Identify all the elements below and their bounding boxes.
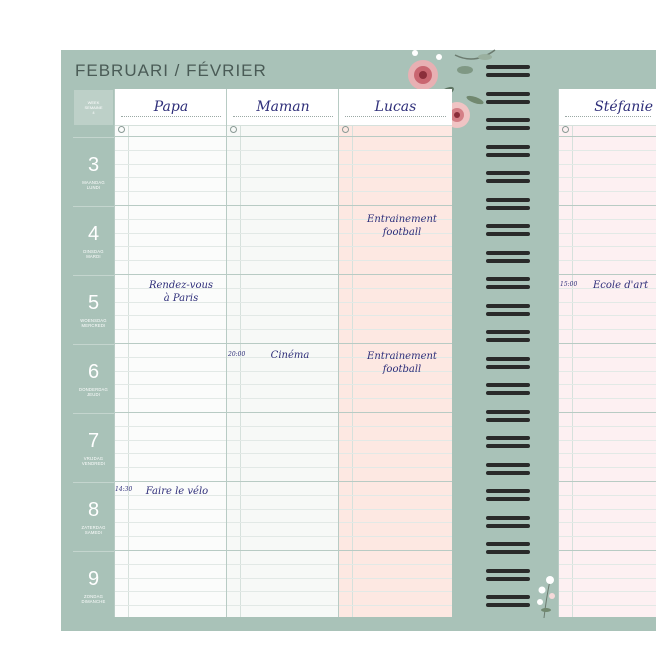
ruled-line — [559, 591, 656, 592]
ruled-line — [559, 246, 656, 247]
right-page — [558, 89, 656, 617]
page-title: FEBRUARI / FÉVRIER — [75, 61, 267, 80]
ruled-line — [559, 426, 656, 427]
day-separator — [559, 550, 656, 551]
entry-lucas-tuesday: Entrainement football — [367, 214, 437, 238]
ruled-line — [559, 509, 656, 510]
dotted-line — [121, 116, 221, 117]
day-separator — [227, 550, 339, 551]
clock-icon — [342, 126, 349, 133]
day-number: 8 — [87, 499, 100, 521]
ruled-line — [227, 219, 339, 220]
ruled-line — [559, 150, 656, 151]
entry-stefanie-wednesday: Ecole d'art — [593, 280, 649, 291]
day-number: 5 — [87, 292, 100, 314]
ruled-line — [339, 329, 452, 330]
spiral-ring — [486, 198, 530, 212]
day-separator — [115, 343, 227, 344]
ruled-line — [559, 315, 656, 316]
ruled-line — [227, 453, 339, 454]
spiral-ring — [486, 569, 530, 583]
ruled-line — [115, 164, 227, 165]
day-separator — [115, 136, 227, 137]
ruled-line — [115, 384, 227, 385]
ruled-line — [227, 150, 339, 151]
day-separator — [227, 136, 339, 137]
day-name: ZATERDAG SAMEDI — [81, 525, 106, 535]
spiral-binding — [486, 55, 530, 625]
day-number: 6 — [87, 361, 100, 383]
ruled-line — [339, 467, 452, 468]
day-separator — [559, 343, 656, 344]
ruled-line — [559, 536, 656, 537]
ruled-line — [227, 495, 339, 496]
day-separator — [559, 136, 656, 137]
entry-papa-saturday: Faire le vélo — [145, 486, 209, 497]
spiral-ring — [486, 277, 530, 291]
ruled-line — [115, 509, 227, 510]
ruled-line — [115, 453, 227, 454]
ruled-line — [227, 509, 339, 510]
ruled-line — [559, 605, 656, 606]
column-name: Papa — [153, 99, 189, 115]
ruled-line — [115, 191, 227, 192]
week-number: 4 — [92, 110, 95, 115]
day-separator — [227, 481, 339, 482]
semaine-label: SEMAINE — [84, 105, 103, 110]
ruled-line — [339, 536, 452, 537]
ruled-line — [559, 329, 656, 330]
ruled-line — [227, 246, 339, 247]
ruled-line — [227, 536, 339, 537]
dotted-line — [345, 116, 446, 117]
ruled-line — [559, 522, 656, 523]
spiral-ring — [486, 489, 530, 503]
ruled-line — [559, 384, 656, 385]
entry-lucas-thursday: Entrainement football — [367, 351, 437, 375]
ruled-line — [559, 467, 656, 468]
ruled-line — [115, 315, 227, 316]
day-cell-sunday — [73, 551, 114, 620]
day-number: 9 — [87, 568, 100, 590]
day-separator — [339, 136, 452, 137]
spiral-ring — [486, 171, 530, 185]
day-separator — [339, 274, 452, 275]
day-separator — [227, 412, 339, 413]
ruled-line — [227, 260, 339, 261]
ruled-line — [339, 150, 452, 151]
ruled-line — [115, 177, 227, 178]
ruled-line — [339, 164, 452, 165]
ruled-line — [339, 246, 452, 247]
ruled-line — [115, 219, 227, 220]
day-cell-tuesday — [73, 206, 114, 275]
spiral-ring — [486, 410, 530, 424]
ruled-line — [339, 522, 452, 523]
column-name: Lucas — [374, 99, 417, 115]
spiral-ring — [486, 516, 530, 530]
column-lucas — [338, 89, 452, 617]
day-separator — [115, 412, 227, 413]
day-cell-thursday — [73, 344, 114, 413]
ruled-line — [559, 177, 656, 178]
ruled-line — [339, 453, 452, 454]
clock-icon — [230, 126, 237, 133]
day-separator — [227, 343, 339, 344]
ruled-line — [115, 522, 227, 523]
spiral-ring — [486, 463, 530, 477]
clock-icon — [562, 126, 569, 133]
ruled-line — [227, 164, 339, 165]
ruled-line — [115, 605, 227, 606]
ruled-line — [339, 591, 452, 592]
ruled-line — [227, 578, 339, 579]
ruled-line — [559, 357, 656, 358]
ruled-line — [559, 164, 656, 165]
day-separator — [559, 481, 656, 482]
ruled-line — [115, 591, 227, 592]
day-separator — [339, 412, 452, 413]
ruled-line — [227, 288, 339, 289]
ruled-line — [115, 260, 227, 261]
day-separator — [115, 481, 227, 482]
column-lines[interactable] — [559, 136, 656, 617]
ruled-line — [115, 246, 227, 247]
ruled-line — [339, 564, 452, 565]
ruled-line — [115, 440, 227, 441]
day-separator — [227, 205, 339, 206]
column-lines[interactable] — [339, 136, 452, 617]
column-header — [115, 89, 227, 126]
ruled-line — [227, 591, 339, 592]
column-header — [227, 89, 339, 126]
day-separator — [559, 274, 656, 275]
ruled-line — [227, 177, 339, 178]
ruled-line — [559, 302, 656, 303]
entry-time: 14:30 — [115, 486, 133, 493]
dotted-line — [565, 116, 651, 117]
ruled-line — [339, 605, 452, 606]
ruled-line — [227, 398, 339, 399]
ruled-line — [115, 329, 227, 330]
ruled-line — [559, 191, 656, 192]
week-number-header — [74, 90, 113, 125]
ruled-line — [227, 564, 339, 565]
spiral-ring — [486, 330, 530, 344]
entry-time: 15:00 — [560, 281, 578, 288]
spiral-ring — [486, 92, 530, 106]
ruled-line — [339, 288, 452, 289]
ruled-line — [559, 495, 656, 496]
spiral-ring — [486, 357, 530, 371]
day-separator — [559, 412, 656, 413]
ruled-line — [559, 453, 656, 454]
week-grid — [73, 89, 451, 617]
spiral-ring — [486, 542, 530, 556]
ruled-line — [115, 426, 227, 427]
week-label: WEEK — [87, 100, 100, 105]
ruled-line — [115, 578, 227, 579]
day-cell-friday — [73, 413, 114, 482]
day-separator — [115, 550, 227, 551]
ruled-line — [339, 260, 452, 261]
ruled-line — [227, 191, 339, 192]
day-separator — [339, 481, 452, 482]
ruled-line — [339, 495, 452, 496]
day-separator — [115, 274, 227, 275]
day-number: 4 — [87, 223, 100, 245]
day-separator — [339, 550, 452, 551]
ruled-line — [115, 233, 227, 234]
ruled-line — [227, 233, 339, 234]
day-cell-wednesday — [73, 275, 114, 344]
spiral-ring — [486, 383, 530, 397]
day-cell-monday — [73, 137, 114, 206]
ruled-line — [227, 605, 339, 606]
day-separator — [339, 205, 452, 206]
ruled-line — [559, 371, 656, 372]
ruled-line — [227, 302, 339, 303]
day-name: WOENSDAG MERCREDI — [80, 318, 107, 328]
day-number: 7 — [87, 430, 100, 452]
ruled-line — [115, 536, 227, 537]
ruled-line — [339, 302, 452, 303]
ruled-line — [227, 426, 339, 427]
ruled-line — [227, 329, 339, 330]
ruled-line — [559, 260, 656, 261]
ruled-line — [559, 398, 656, 399]
ruled-line — [115, 398, 227, 399]
ruled-line — [115, 150, 227, 151]
ruled-line — [559, 233, 656, 234]
column-lines[interactable] — [227, 136, 339, 617]
ruled-line — [339, 509, 452, 510]
ruled-line — [115, 357, 227, 358]
spiral-ring — [486, 65, 530, 79]
day-name: DINSDAG MARDI — [83, 249, 104, 259]
ruled-line — [559, 578, 656, 579]
ruled-line — [339, 440, 452, 441]
entry-time: 20:00 — [228, 351, 246, 358]
spiral-ring — [486, 436, 530, 450]
ruled-line — [339, 177, 452, 178]
column-header — [339, 89, 452, 126]
ruled-line — [339, 384, 452, 385]
day-separator — [559, 205, 656, 206]
spiral-ring — [486, 118, 530, 132]
ruled-line — [559, 564, 656, 565]
column-papa — [114, 89, 227, 617]
ruled-line — [559, 440, 656, 441]
day-name: VRIJDAG VENDREDI — [81, 456, 106, 466]
day-name: DONDERDAG JEUDI — [78, 387, 109, 397]
ruled-line — [227, 315, 339, 316]
column-maman — [226, 89, 339, 617]
clock-icon — [118, 126, 125, 133]
spiral-ring — [486, 595, 530, 609]
day-name: ZONDAG DIMANCHE — [81, 594, 106, 604]
ruled-line — [339, 191, 452, 192]
ruled-line — [115, 467, 227, 468]
ruled-line — [227, 522, 339, 523]
spiral-ring — [486, 145, 530, 159]
column-name: Maman — [256, 99, 310, 115]
column-lines[interactable] — [115, 136, 227, 617]
column-header — [559, 89, 656, 126]
day-column — [73, 89, 114, 617]
day-separator — [115, 205, 227, 206]
entry-maman-thursday: Cinéma — [270, 350, 310, 361]
day-cell-saturday — [73, 482, 114, 551]
day-name: MAANDAG LUNDI — [82, 180, 105, 190]
day-number: 3 — [87, 154, 100, 176]
entry-papa-wednesday: Rendez-vous à Paris — [148, 280, 214, 304]
day-separator — [339, 343, 452, 344]
column-name: Stéfanie — [594, 99, 653, 115]
ruled-line — [227, 467, 339, 468]
ruled-line — [115, 564, 227, 565]
ruled-line — [339, 315, 452, 316]
ruled-line — [559, 219, 656, 220]
spiral-ring — [486, 304, 530, 318]
ruled-line — [227, 371, 339, 372]
ruled-line — [339, 578, 452, 579]
spiral-ring — [486, 224, 530, 238]
ruled-line — [227, 384, 339, 385]
dotted-line — [233, 116, 333, 117]
ruled-line — [115, 371, 227, 372]
spiral-ring — [486, 251, 530, 265]
column-stefanie — [558, 89, 656, 617]
ruled-line — [339, 398, 452, 399]
ruled-line — [227, 440, 339, 441]
day-separator — [227, 274, 339, 275]
ruled-line — [339, 426, 452, 427]
